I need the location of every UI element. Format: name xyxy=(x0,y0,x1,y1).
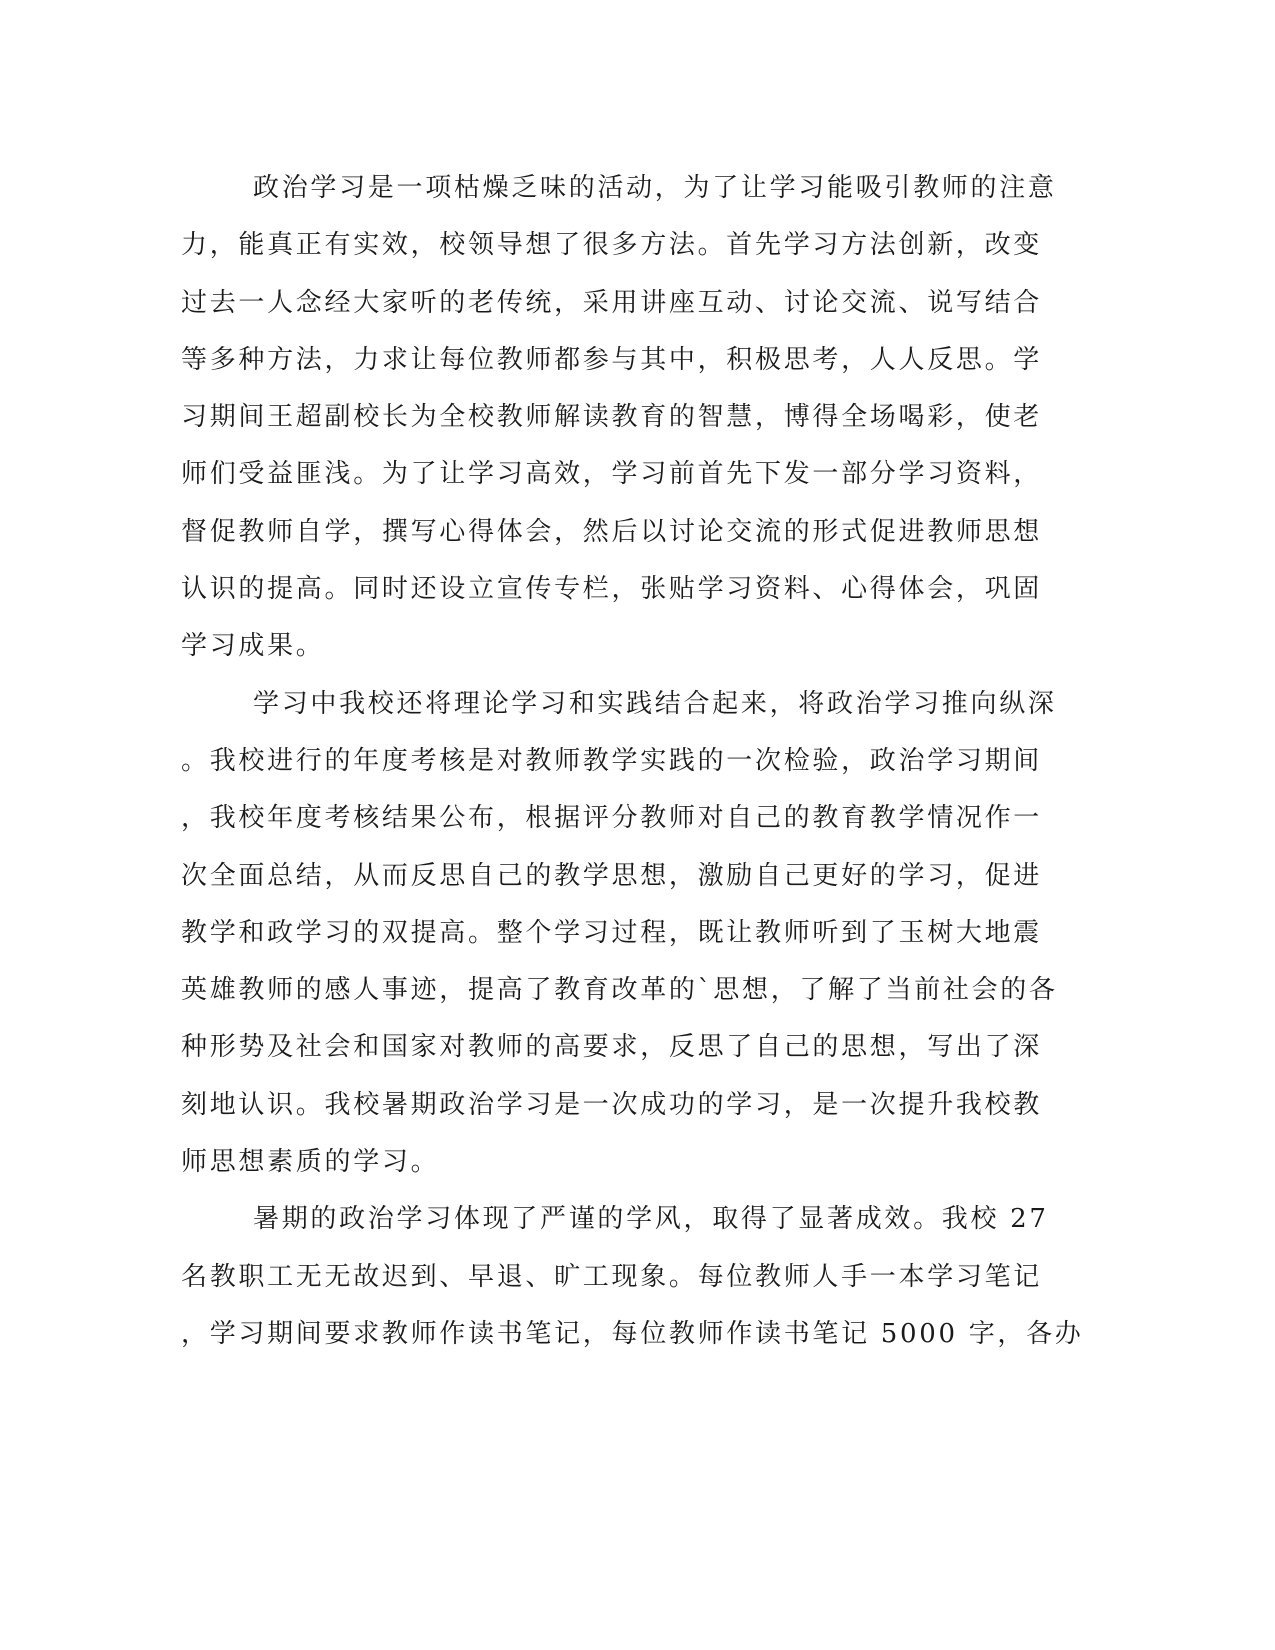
paragraph-2-line-8: 刻地认识。我校暑期政治学习是一次成功的学习，是一次提升我校教 xyxy=(181,1089,1043,1120)
paragraph-3-line-1: 暑期的政治学习体现了严谨的学风，取得了显著成效。我校 27 xyxy=(253,1204,1049,1235)
paragraph-1-line-8: 认识的提高。同时还设立宣传专栏，张贴学习资料、心得体会，巩固 xyxy=(181,574,1043,605)
paragraph-1-line-2: 力，能真正有实效，校领导想了很多方法。首先学习方法创新，改变 xyxy=(181,230,1043,261)
paragraph-2-line-1: 学习中我校还将理论学习和实践结合起来，将政治学习推向纵深 xyxy=(253,688,1057,719)
paragraph-1-line-5: 习期间王超副校长为全校教师解读教育的智慧，博得全场喝彩，使老 xyxy=(181,402,1043,433)
paragraph-2-line-9: 师思想素质的学习。 xyxy=(181,1147,440,1178)
paragraph-1-line-9: 学习成果。 xyxy=(181,631,325,662)
body-text xyxy=(181,160,1084,1363)
paragraph-3-line-2: 名教职工无无故迟到、早退、旷工现象。每位教师人手一本学习笔记 xyxy=(181,1261,1043,1292)
paragraph-2-line-7: 种形势及社会和国家对教师的高要求，反思了自己的思想，写出了深 xyxy=(181,1032,1043,1063)
paragraph-3-line-3: ，学习期间要求教师作读书笔记，每位教师作读书笔记 5000 字，各办 xyxy=(181,1318,1084,1349)
paragraph-2-line-4: 次全面总结，从而反思自己的教学思想，激励自己更好的学习，促进 xyxy=(181,860,1043,891)
paragraph-2-line-5: 教学和政学习的双提高。整个学习过程，既让教师听到了玉树大地震 xyxy=(181,917,1043,948)
paragraph-2-line-6: 英雄教师的感人事迹，提高了教育改革的`思想，了解了当前社会的各 xyxy=(181,975,1058,1006)
paragraph-2-line-3: ，我校年度考核结果公布，根据评分教师对自己的教育教学情况作一 xyxy=(181,803,1043,834)
paragraph-1-line-3: 过去一人念经大家听的老传统，采用讲座互动、讨论交流、说写结合 xyxy=(181,287,1043,318)
paragraph-1-line-1: 政治学习是一项枯燥乏味的活动，为了让学习能吸引教师的注意 xyxy=(253,173,1057,203)
paragraph-1-line-7: 督促教师自学，撰写心得体会，然后以讨论交流的形式促进教师思想 xyxy=(181,516,1043,547)
paragraph-2-line-2: 。我校进行的年度考核是对教师教学实践的一次检验，政治学习期间 xyxy=(181,745,1043,776)
paragraph-1-line-4: 等多种方法，力求让每位教师都参与其中，积极思考，人人反思。学 xyxy=(181,344,1043,375)
paragraph-1-line-6: 师们受益匪浅。为了让学习高效，学习前首先下发一部分学习资料， xyxy=(181,459,1043,490)
